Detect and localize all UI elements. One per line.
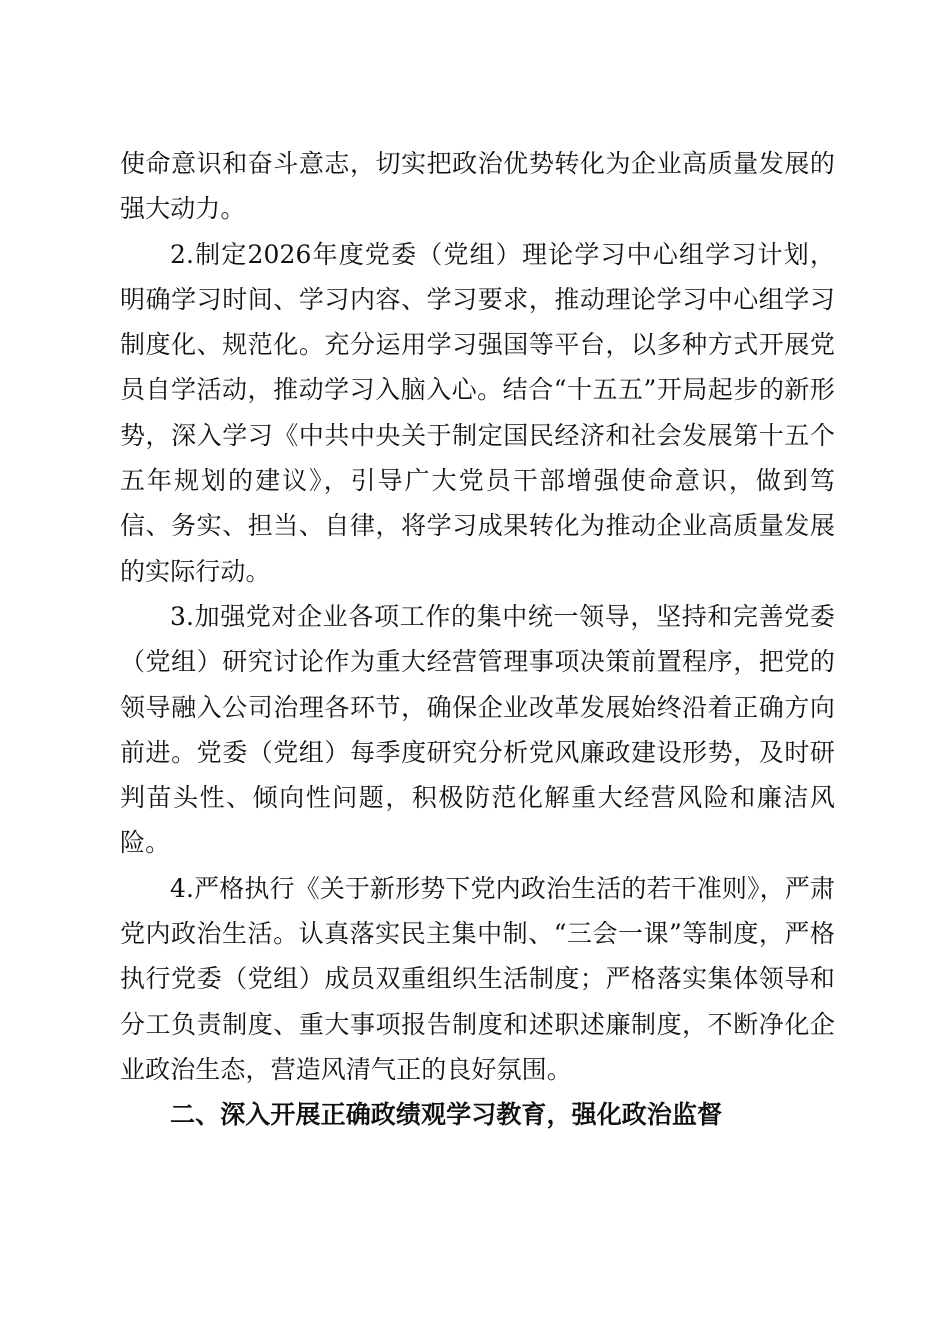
document-body [120, 141, 835, 1138]
section-heading: 二、深入开展正确政绩观学习教育，强化政治监督 [170, 1100, 723, 1130]
paragraph-item-2: 2.制定2026年度党委（党组）理论学习中心组学习计划，明确学习时间、学习内容、学习要求，推动理论学习中心组学习制度化、规范化。充分运用学习强国等平台，以多种方式开展党员自学活动，推动学习入脑入心。结合“十五五”开局起步的新形势，深入学习《中共中央关于制定国民经济和社会发展第十五个五年规划的建议》，引导广大党员干部增强使命意识，做到笃信、务实、担当、自律，将学习成果转化为推动企业高质量发展的实际行动。 [120, 239, 835, 586]
paragraph-item-3: 3.加强党对企业各项工作的集中统一领导，坚持和完善党委（党组）研究讨论作为重大经营管理事项决策前置程序，把党的领导融入公司治理各环节，确保企业改革发展始终沿着正确方向前进。党委（党组）每季度研究分析党风廉政建设形势，及时研判苗头性、倾向性问题，积极防范化解重大经营风险和廉洁风险。 [120, 601, 835, 858]
paragraph-item-4: 4.严格执行《关于新形势下党内政治生活的若干准则》，严肃党内政治生活。认真落实民主集中制、“三会一课”等制度，严格执行党委（党组）成员双重组织生活制度；严格落实集体领导和分工负责制度、重大事项报告制度和述职述廉制度，不断净化企业政治生态，营造风清气正的良好氛围。 [120, 873, 835, 1084]
paragraph-continuation: 使命意识和奋斗意志，切实把政治优势转化为企业高质量发展的强大动力。 [120, 149, 835, 224]
